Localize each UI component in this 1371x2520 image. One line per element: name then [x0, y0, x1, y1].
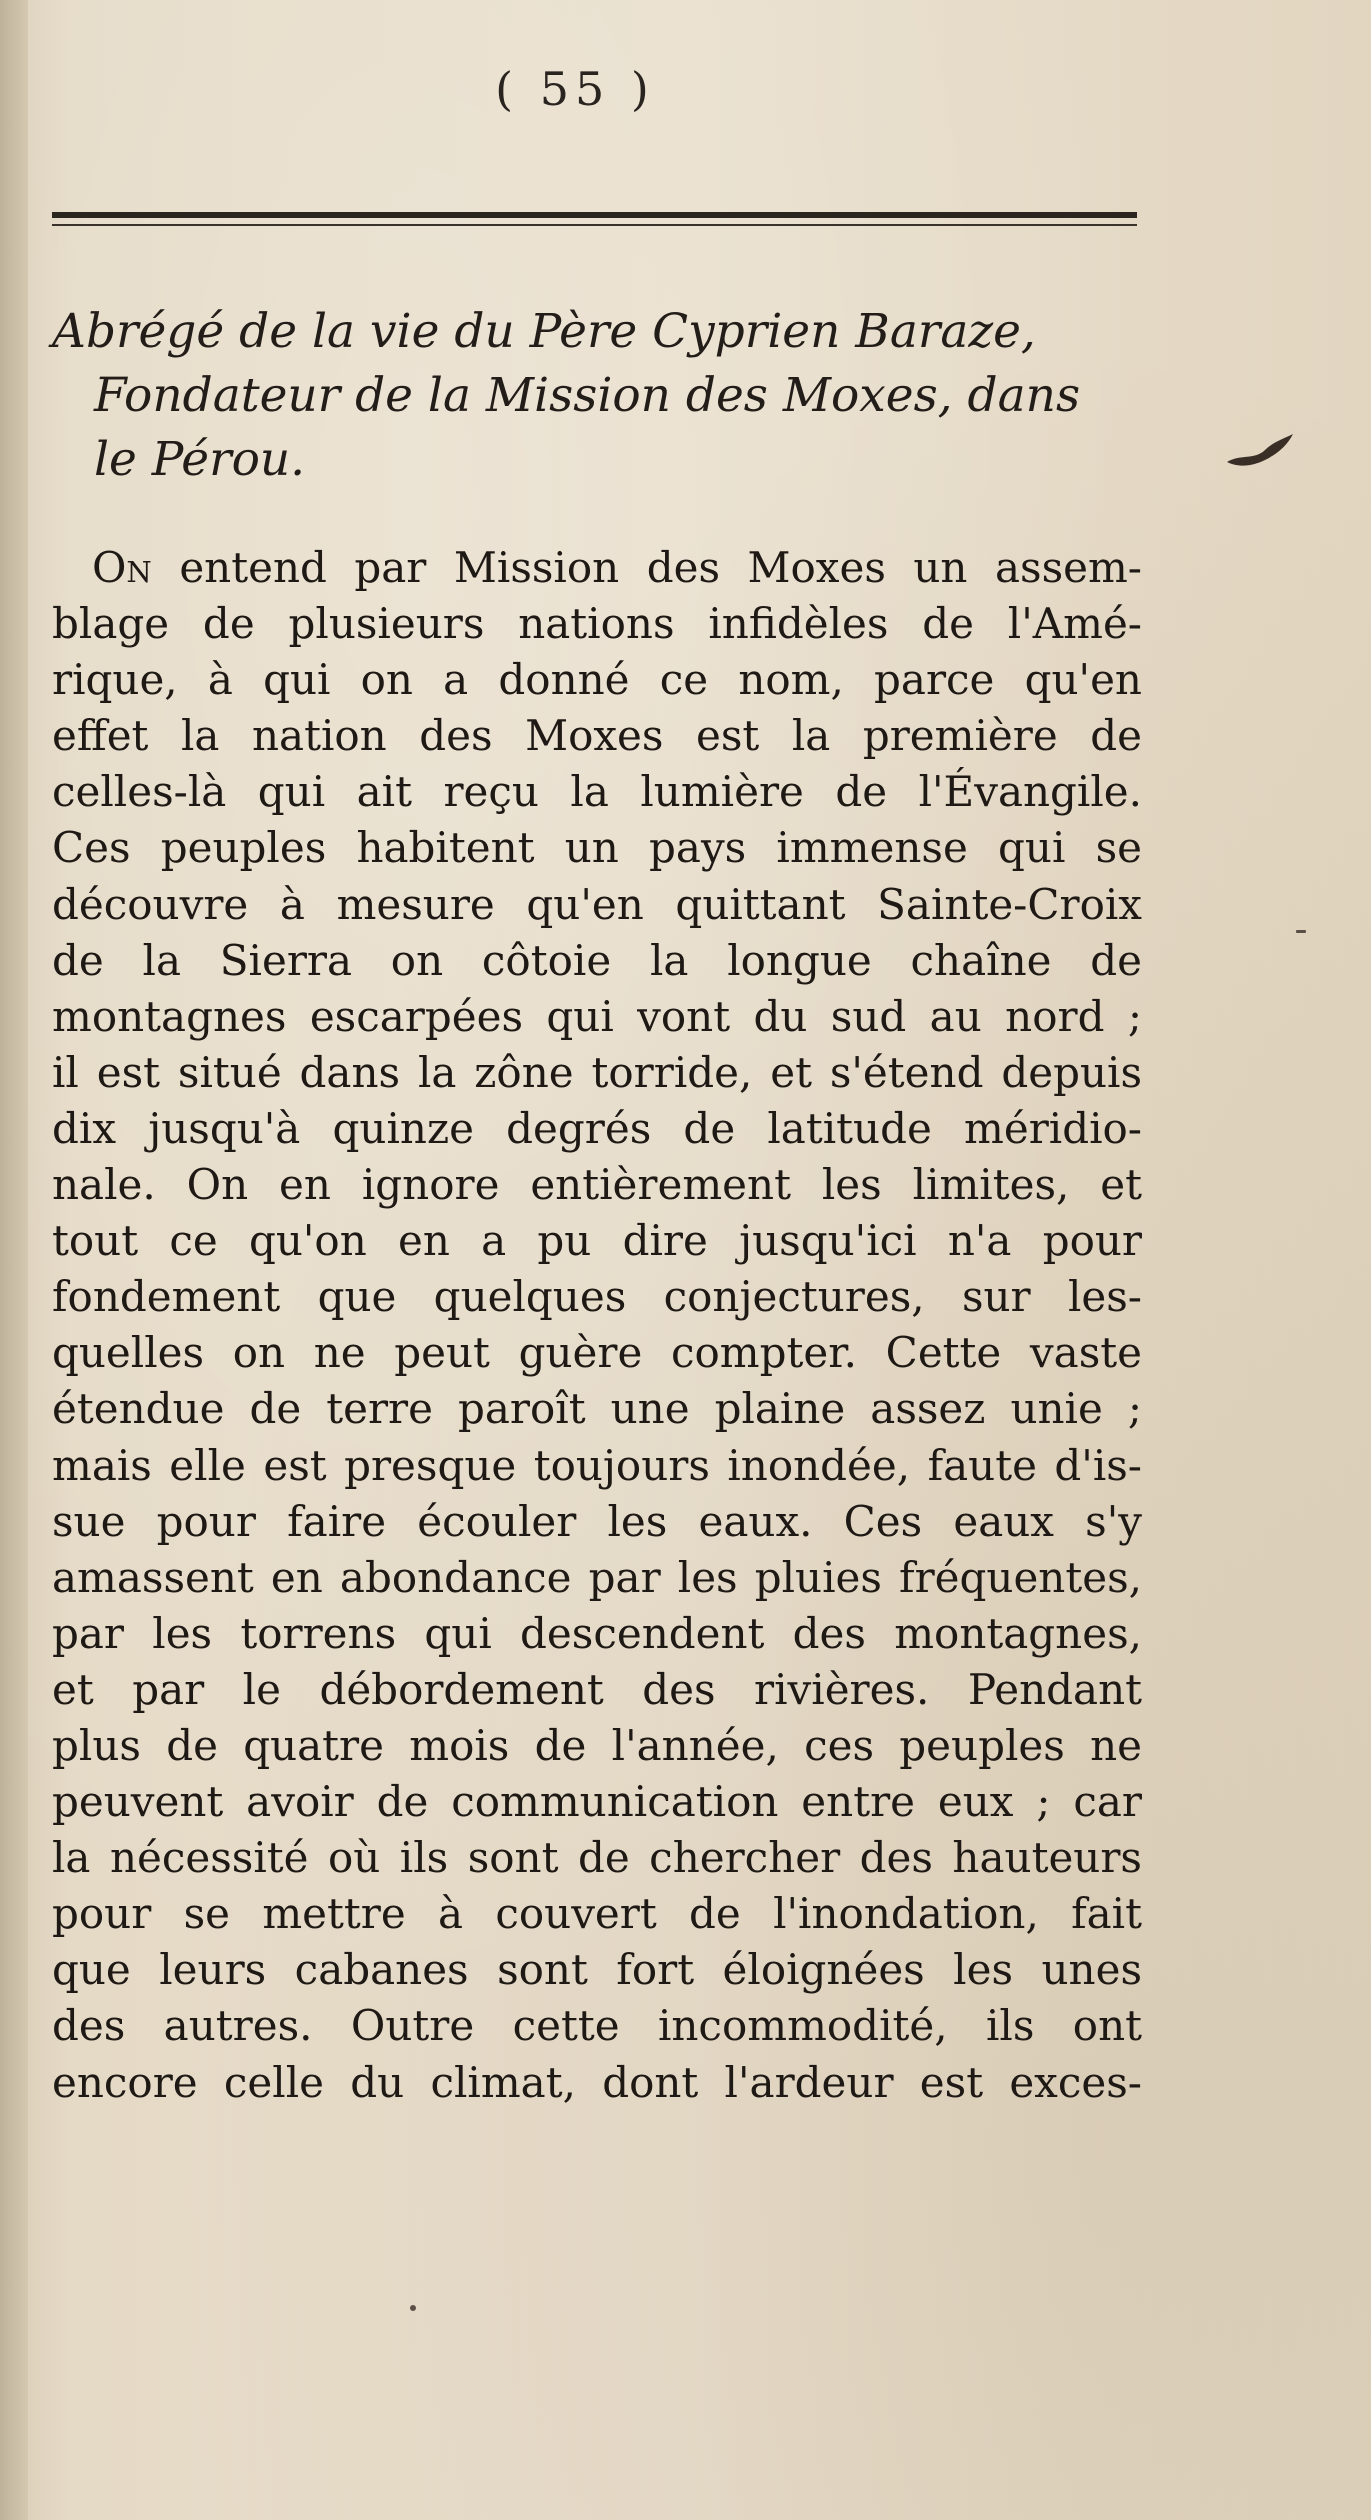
title-line: le Pérou. [94, 432, 306, 487]
body-line: par les torrens qui descendent des montagnes, [52, 1608, 1142, 1658]
body-line: la nécessité où ils sont de chercher des hauteurs [52, 1833, 1142, 1883]
body-line: tout ce qu'on en a pu dire jusqu'ici n'a pour [52, 1216, 1142, 1266]
body-line: de la Sierra on côtoie la longue chaîne de [52, 935, 1142, 985]
body-line: rique, à qui on a donné ce nom, parce qu'en [52, 655, 1142, 705]
chapter-title [52, 300, 1142, 492]
paper-speck [410, 2305, 416, 2311]
body-line: pour se mettre à couvert de l'inondation, fait [52, 1889, 1142, 1939]
body-line: amassent en abondance par les pluies fréquentes, [52, 1552, 1142, 1602]
paper-speck [1296, 930, 1306, 933]
title-line: Fondateur de la Mission des Moxes, dans [94, 368, 1081, 423]
drop-word: On [92, 543, 152, 592]
body-line: montagnes escarpées qui vont du sud au nord ; [52, 991, 1142, 1041]
body-paragraph [52, 540, 1142, 2111]
body-line: celles-là qui ait reçu la lumière de l'Évangile. [52, 767, 1142, 817]
body-line: peuvent avoir de communication entre eux ; car [52, 1777, 1142, 1827]
body-line-first [52, 540, 1142, 596]
ink-smudge-icon [1225, 432, 1295, 472]
body-line-text: entend par Mission des Moxes un assem- [179, 543, 1142, 592]
body-line: plus de quatre mois de l'année, ces peuples ne [52, 1720, 1142, 1770]
body-line: fondement que quelques conjectures, sur les- [52, 1272, 1142, 1322]
page-binding-edge [0, 0, 28, 2520]
body-line: quelles on ne peut guère compter. Cette vaste [52, 1328, 1142, 1378]
header-rule-thick [52, 212, 1137, 218]
body-line: étendue de terre paroît une plaine assez unie ; [52, 1384, 1142, 1434]
header-rule-thin [52, 224, 1137, 226]
page-number: ( 55 ) [495, 62, 655, 116]
body-line: sue pour faire écouler les eaux. Ces eaux s'y [52, 1496, 1142, 1546]
body-line: que leurs cabanes sont fort éloignées les unes [52, 1945, 1142, 1995]
body-line: il est situé dans la zône torride, et s'étend depuis [52, 1047, 1142, 1097]
body-line: effet la nation des Moxes est la première de [52, 711, 1142, 761]
body-line: découvre à mesure qu'en quittant Sainte-Croix [52, 879, 1142, 929]
title-line: Abrégé de la vie du Père Cyprien Baraze, [52, 304, 1036, 359]
body-line: encore celle du climat, dont l'ardeur est exces- [52, 2057, 1142, 2107]
body-line: et par le débordement des rivières. Pendant [52, 1664, 1142, 1714]
body-line: blage de plusieurs nations infidèles de l'Amé- [52, 599, 1142, 649]
body-line: des autres. Outre cette incommodité, ils ont [52, 2001, 1142, 2051]
body-line: Ces peuples habitent un pays immense qui se [52, 823, 1142, 873]
body-line: nale. On en ignore entièrement les limites, et [52, 1160, 1142, 1210]
body-line: mais elle est presque toujours inondée, faute d'is- [52, 1440, 1142, 1490]
body-line: dix jusqu'à quinze degrés de latitude méridio- [52, 1103, 1142, 1153]
